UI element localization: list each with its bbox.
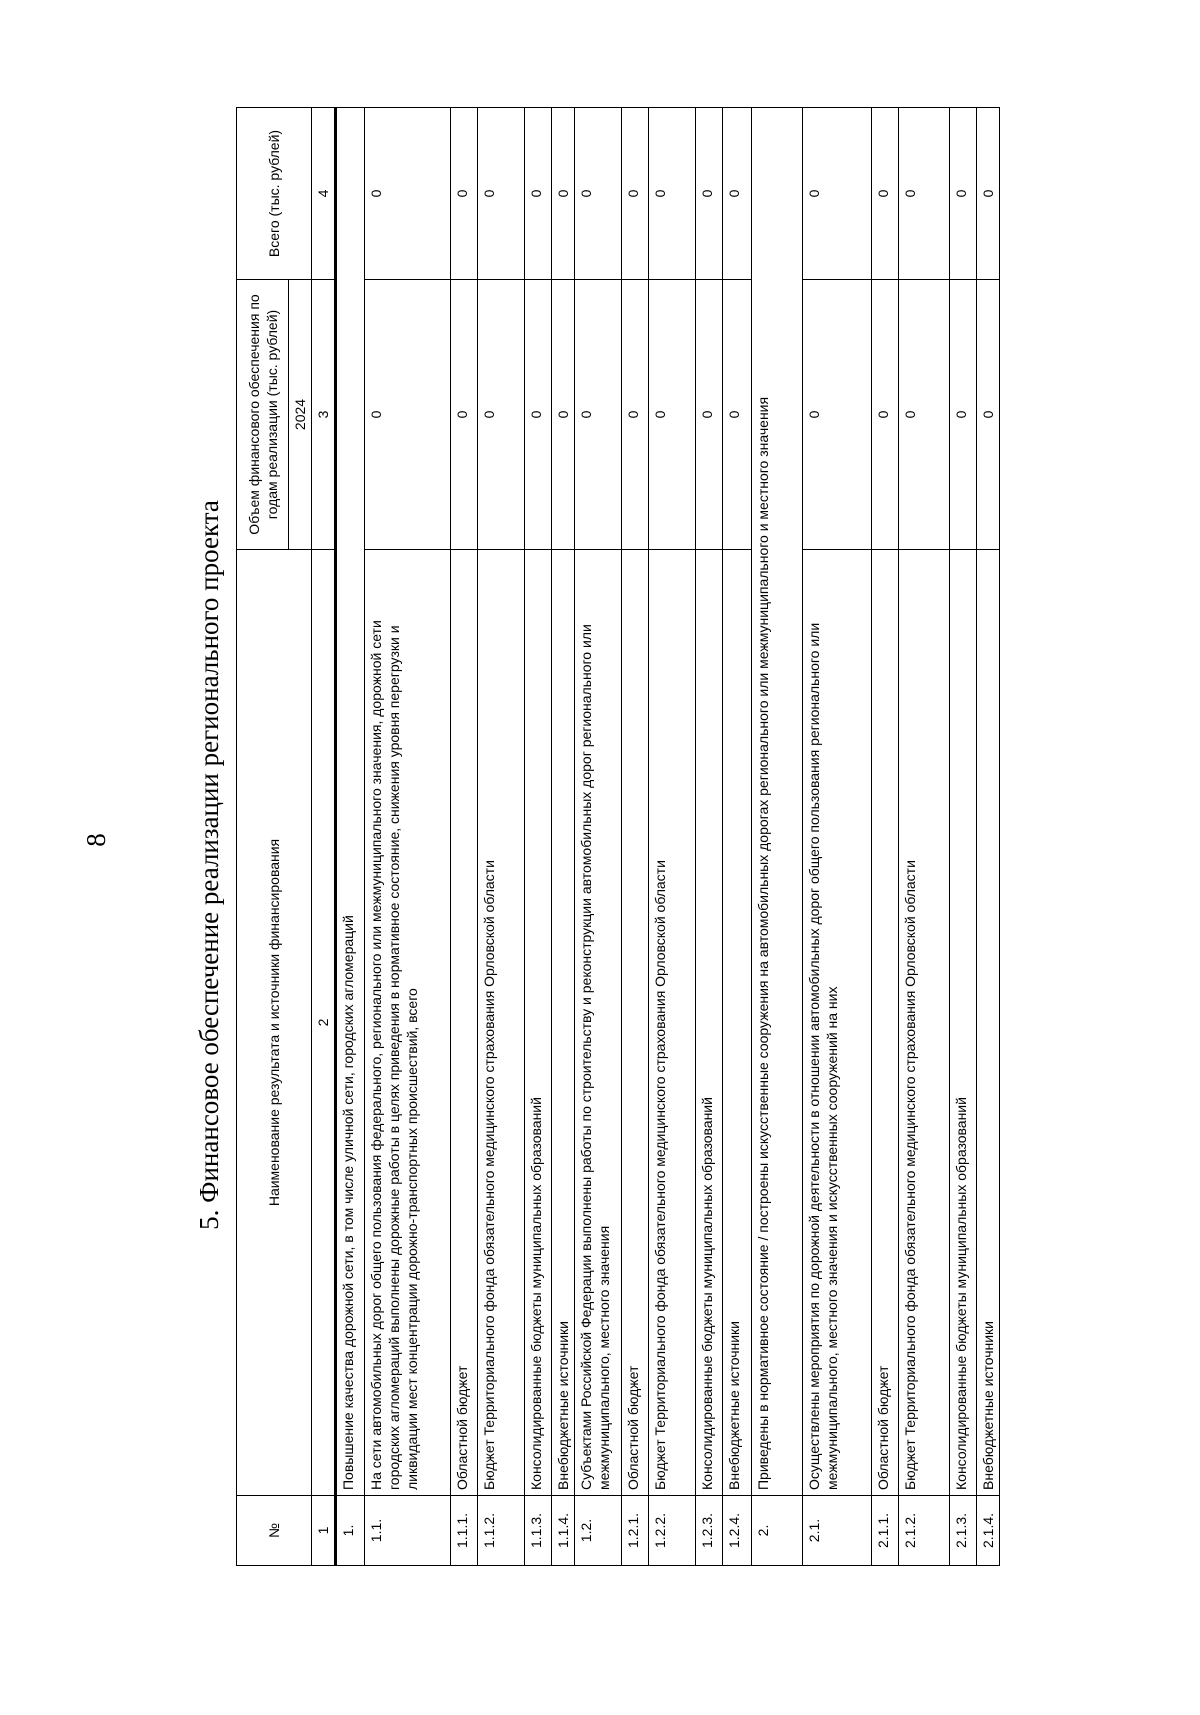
table-row <box>899 108 950 1566</box>
value-2024: 0 <box>649 280 696 550</box>
value-total: 0 <box>899 108 950 280</box>
value-2024: 0 <box>622 280 649 550</box>
header-row-1 <box>237 108 289 1566</box>
row-number: 2.1.4. <box>977 1496 1000 1566</box>
value-2024: 0 <box>525 280 552 550</box>
value-total: 0 <box>365 108 451 280</box>
value-2024: 0 <box>899 280 950 550</box>
row-number: 1.2. <box>575 1496 622 1566</box>
table-row <box>803 108 872 1566</box>
heading-wrap <box>190 450 228 1280</box>
row-name: Областной бюджет <box>622 550 649 1496</box>
header-num: № <box>237 1496 312 1566</box>
row-number: 2.1.1. <box>872 1496 899 1566</box>
row-name: Внебюджетные источники <box>552 550 575 1496</box>
row-number: 2.1. <box>803 1496 872 1566</box>
value-2024: 0 <box>803 280 872 550</box>
table-row <box>872 108 899 1566</box>
table-row <box>575 108 622 1566</box>
value-2024: 0 <box>950 280 977 550</box>
row-name: Внебюджетные источники <box>723 550 752 1496</box>
column-numbers-row <box>312 108 336 1566</box>
table-row <box>552 108 575 1566</box>
table-row <box>622 108 649 1566</box>
row-name: Консолидированные бюджеты муниципальных образований <box>950 550 977 1496</box>
row-number: 1. <box>336 1496 365 1566</box>
row-number: 1.2.3. <box>696 1496 723 1566</box>
header-total: Всего (тыс. рублей) <box>237 108 312 280</box>
value-2024: 0 <box>365 280 451 550</box>
table-body <box>336 108 1000 1566</box>
table-row <box>977 108 1000 1566</box>
value-total: 0 <box>575 108 622 280</box>
value-total: 0 <box>950 108 977 280</box>
row-name: Бюджет Территориального фонда обязательного медицинского страхования Орловской области <box>899 550 950 1496</box>
row-number: 1.1. <box>365 1496 451 1566</box>
row-number: 1.1.3. <box>525 1496 552 1566</box>
table-row <box>365 108 451 1566</box>
column-number: 4 <box>312 108 336 280</box>
row-number: 2. <box>752 1496 803 1566</box>
section-row <box>336 108 365 1566</box>
row-number: 1.1.2. <box>478 1496 525 1566</box>
value-2024: 0 <box>723 280 752 550</box>
value-total: 0 <box>977 108 1000 280</box>
row-number: 1.2.2. <box>649 1496 696 1566</box>
value-2024: 0 <box>872 280 899 550</box>
value-total: 0 <box>872 108 899 280</box>
table-row <box>723 108 752 1566</box>
value-total: 0 <box>723 108 752 280</box>
row-name: Осуществлены мероприятия по дорожной деятельности в отношении автомобильных дорог общего пользования регионального или межмуниципального, местного значения и искусственных сооружений на них <box>803 550 872 1496</box>
value-total: 0 <box>478 108 525 280</box>
row-name: Областной бюджет <box>451 550 478 1496</box>
value-2024: 0 <box>478 280 525 550</box>
table-row <box>451 108 478 1566</box>
column-number: 2 <box>312 550 336 1496</box>
row-name: Субъектами Российской Федерации выполнены работы по строительству и реконструкции автомобильных дорог регионального или межмуниципального, местного значения <box>575 550 622 1496</box>
section-title-cell: Повышение качества дорожной сети, в том числе уличной сети, городских агломераций <box>336 108 365 1496</box>
table-sheet <box>236 108 1086 1566</box>
row-name: Областной бюджет <box>872 550 899 1496</box>
table-row <box>478 108 525 1566</box>
value-total: 0 <box>451 108 478 280</box>
header-years-group: Объем финансового обеспечения по годам реализации (тыс. рублей) <box>237 280 289 550</box>
value-total: 0 <box>649 108 696 280</box>
row-name: На сети автомобильных дорог общего пользования федерального, регионального или межмуниципального значения, дорожной сети городских агломераций выполнены дорожные работы в целях приведения в нормативное состояние, снижения уровня перегрузки и ликвидации мест концентрации дорожно-транспортных происшествий, всего <box>365 550 451 1496</box>
row-name: Бюджет Территориального фонда обязательного медицинского страхования Орловской области <box>649 550 696 1496</box>
row-number: 1.2.4. <box>723 1496 752 1566</box>
row-name: Внебюджетные источники <box>977 550 1000 1496</box>
row-number: 2.1.2. <box>899 1496 950 1566</box>
section-title-cell: Приведены в нормативное состояние / построены искусственные сооружения на автомобильных дорогах регионального или межмуниципального и местного значения <box>752 108 803 1496</box>
row-number: 1.2.1. <box>622 1496 649 1566</box>
value-2024: 0 <box>977 280 1000 550</box>
row-name: Бюджет Территориального фонда обязательного медицинского страхования Орловской области <box>478 550 525 1496</box>
row-name: Консолидированные бюджеты муниципальных образований <box>525 550 552 1496</box>
table-row <box>950 108 977 1566</box>
column-number: 3 <box>312 280 336 550</box>
value-2024: 0 <box>552 280 575 550</box>
financing-table <box>236 107 1000 1566</box>
row-number: 1.1.4. <box>552 1496 575 1566</box>
row-number: 1.1.1. <box>451 1496 478 1566</box>
value-total: 0 <box>552 108 575 280</box>
section-title: 5. Финансовое обеспечение реализации регионального проекта <box>194 500 224 1230</box>
value-total: 0 <box>622 108 649 280</box>
rotated-table-container <box>236 108 1086 1566</box>
table-row <box>649 108 696 1566</box>
value-2024: 0 <box>575 280 622 550</box>
header-year: 2024 <box>289 280 312 550</box>
column-number: 1 <box>312 1496 336 1566</box>
table-row <box>525 108 552 1566</box>
table-row <box>696 108 723 1566</box>
value-total: 0 <box>696 108 723 280</box>
row-name: Консолидированные бюджеты муниципальных образований <box>696 550 723 1496</box>
value-2024: 0 <box>696 280 723 550</box>
header-name: Наименование результата и источники финансирования <box>237 550 312 1496</box>
row-number: 2.1.3. <box>950 1496 977 1566</box>
value-total: 0 <box>803 108 872 280</box>
section-row <box>752 108 803 1566</box>
value-total: 0 <box>525 108 552 280</box>
page-number: 8 <box>81 833 111 847</box>
value-2024: 0 <box>451 280 478 550</box>
